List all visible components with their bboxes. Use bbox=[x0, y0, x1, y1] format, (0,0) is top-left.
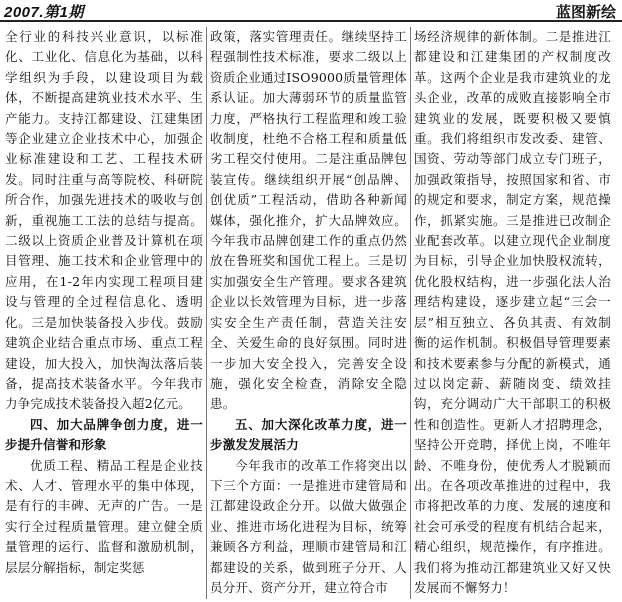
paragraph: 全行业的科技兴业意识，以标准化、工业化、信息化为基础，以科学组织为手段，以建设项目为载体，不断提高建筑业技术水平、生产能力。支持江都建设、江建集团等企业建立企业技术中心，加强企业标准建设和工艺、工程技术研发。同时注重与高等院校、科研院所合作，加强先进技术的吸收与创新，重视施工工法的总结与提高。二级以上资质企业普及计算机在项目管理、施工技术和企业管理中的应用，在1-2年内实现工程项目建设与管理的全过程信息化、透明化。三是加快装备投入步伐。鼓励建筑企业结合重点市场、重点工程建设，加大投入，加快淘汰落后装备，提高技术装备水平。今年我市力争完成技术装备投入超2亿元。 bbox=[5, 29, 203, 412]
section-heading-5: 五、加大深化改革力度，进一步激发发展活力 bbox=[210, 416, 407, 453]
page-header bbox=[0, 0, 622, 22]
section-heading-4: 四、加大品牌争创力度，进一步提升信誉和形象 bbox=[5, 416, 203, 453]
issue-label: 2007.第1期 bbox=[4, 4, 84, 21]
paragraph: 场经济规律的新体制。二是推进江都建设和江建集团的产权制度改革。这两个企业是我市建筑业的龙头企业，改革的成败直接影响全市建筑业的发展，既要积极又要慎重。我们将组织市发改委、建管、国资、劳动等部门成立专门班子，加强政策指导，按照国家和省、市的规定和要求，制定方案，规范操作，抓紧实施。三是推进已改制企业配套改革。以建立现代企业制度为目标，引导企业加快股权流转，优化股权结构，进一步强化法人治理结构建设，逐步建立起“三会一层”相互独立、各负其责、有效制衡的运作机制。积极倡导管理要素和技术要素参与分配的新模式，通过以岗定薪、薪随岗变、绩效挂钩，充分调动广大干部职工的积极性和创造性。更新人才招聘理念，坚持公开竞聘，择优上岗，不唯年龄、不唯身份，使优秀人才脱颖而出。在各项改革推进的过程中，我市将把改革的力度、发展的速度和社会可承受的程度有机结合起来，精心组织，规范操作，有序推进。我们将为推动江都建筑业又好又快发展而不懈努力！ bbox=[414, 29, 611, 595]
section-title: 蓝图新绘 bbox=[555, 3, 616, 21]
paragraph: 优质工程、精品工程是企业技术、人才、管理水平的集中体现，是有行的丰碑、无声的广告。一是实行全过程质量管理。建立健全质量管理的运行、监督和激励机制，层层分解指标，制定奖惩 bbox=[5, 457, 203, 575]
text-column-2 bbox=[206, 27, 410, 599]
text-column-3 bbox=[410, 27, 614, 599]
article-body bbox=[2, 27, 620, 599]
paragraph: 今年我市的改革工作将突出以下三个方面：一是推进市建管局和江都建设政企分开。以做大做强企业、推进市场化进程为目标，统筹兼顾各方利益，理顺市建管局和江都建设的关系，做到班子分开、人员分开、资产分开，建立符合市 bbox=[210, 457, 407, 595]
text-column-1 bbox=[2, 27, 206, 599]
paragraph: 政策，落实管理责任。继续坚持工程强制性技术标准，要求二级以上资质企业通过ISO9000质量管理体系认证。加大薄弱环节的质量监管力度，严格执行工程监理和竣工验收制度，杜绝不合格工程和质量低劣工程交付使用。二是注重品牌包装宣传。继续组织开展“创品牌、创优质”工程活动，借助各种新闻媒体，强化推介，扩大品牌效应。今年我市品牌创建工作的重点仍然放在鲁班奖和国优工程上。三是切实加强安全生产管理。要求各建筑企业以长效管理为目标，进一步落实安全生产责任制，营造关注安全、关爱生命的良好氛围。同时进一步加大安全投入，完善安全设施，强化安全检查，消除安全隐患。 bbox=[210, 29, 407, 412]
